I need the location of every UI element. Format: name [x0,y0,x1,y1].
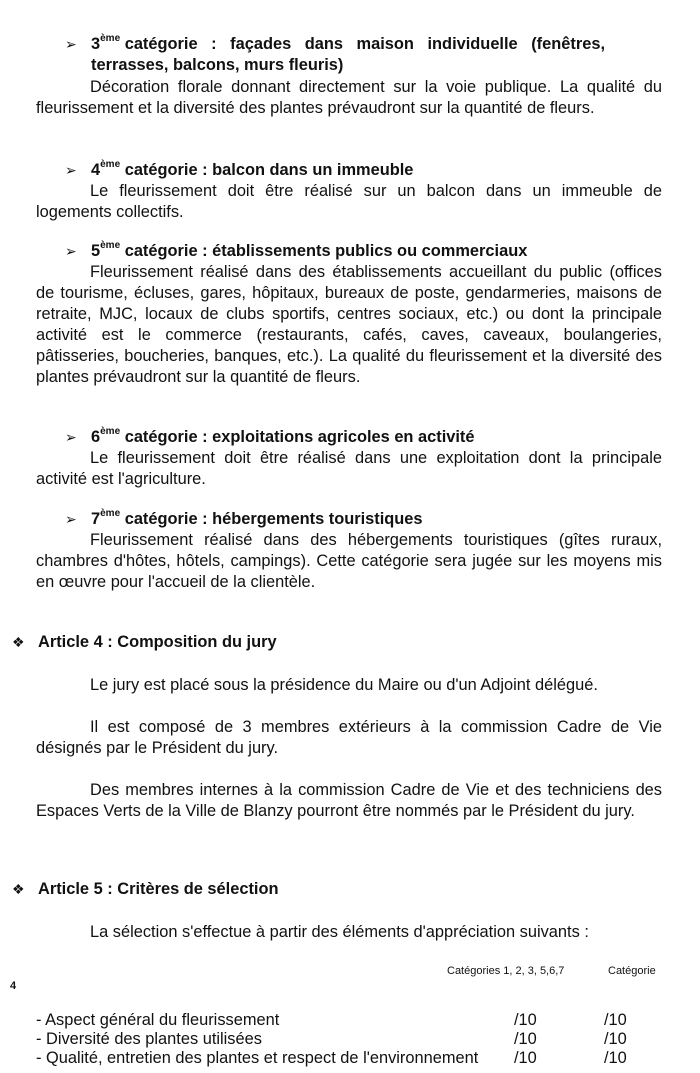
article-title: Article 4 : Composition du jury [38,633,277,651]
category-number: 4 [91,161,101,179]
category-4-description: Le fleurissement doit être réalisé sur un balcon dans un immeuble de logements collectifs. [36,182,662,221]
diamond-bullet-icon: ❖ [12,881,25,897]
article-4-heading [12,632,277,653]
criteria-score-1: /10 [514,1049,537,1067]
category-title: catégorie : façades dans maison individuelle (fenêtres, [124,35,605,53]
criteria-row [36,1029,676,1048]
category-number: 3 [91,35,101,53]
category-7-description: Fleurissement réalisé dans des hébergements touristiques (gîtes ruraux, chambres d'hôtes, hôtels, campings). Cette catégorie sera jugée sur les moyens mis en œuvre pour l'accueil de la clientèle. [36,531,662,591]
arrow-bullet-icon: ➢ [65,36,77,52]
criteria-score-1: /10 [514,1011,537,1029]
criteria-score-2: /10 [604,1049,627,1067]
article-5-heading [12,879,279,900]
criteria-score-2: /10 [604,1030,627,1048]
category-title: catégorie : hébergements touristiques [124,510,423,528]
category-number: 7 [91,510,101,528]
category-number: 5 [91,242,101,260]
column-header-1: Catégories 1, 2, 3, 5,6,7 [447,965,565,977]
column-header-2-wrap: 4 [10,980,17,992]
category-title: catégorie : exploitations agricoles en activité [124,428,475,446]
category-4-heading [65,160,665,181]
article-4-paragraph-2: Il est composé de 3 membres extérieurs à la commission Cadre de Vie désignés par le Président du jury. [36,718,662,757]
category-title-cont: terrasses, balcons, murs fleuris) [91,56,344,74]
category-5-heading [65,241,665,262]
category-suffix: ème [100,507,121,519]
category-suffix: ème [100,32,121,44]
category-title: catégorie : balcon dans un immeuble [124,161,414,179]
category-number: 6 [91,428,101,446]
category-6-description: Le fleurissement doit être réalisé dans une exploitation dont la principale activité est l'agriculture. [36,449,662,488]
category-suffix: ème [100,158,121,170]
category-3-description: Décoration florale donnant directement sur la voie publique. La qualité du fleurissement et la diversité des plantes prévaudront sur la quantité de fleurs. [36,78,662,117]
article-title: Article 5 : Critères de sélection [38,880,279,898]
criteria-row [36,1010,676,1029]
category-3-heading [65,34,665,76]
category-title: catégorie : établissements publics ou commerciaux [124,242,528,260]
criteria-label: - Aspect général du fleurissement [36,1011,280,1029]
arrow-bullet-icon: ➢ [65,162,77,178]
criteria-label: - Diversité des plantes utilisées [36,1030,262,1048]
arrow-bullet-icon: ➢ [65,243,77,259]
article-4-paragraph-3: Des membres internes à la commission Cadre de Vie et des techniciens des Espaces Verts de la Ville de Blanzy pourront être nommés par le Président du jury. [36,781,662,820]
criteria-score-1: /10 [514,1030,537,1048]
article-5-intro: La sélection s'effectue à partir des éléments d'appréciation suivants : [90,923,589,941]
criteria-row [36,1048,676,1067]
criteria-label: - Qualité, entretien des plantes et respect de l'environnement [36,1049,479,1067]
category-5-description: Fleurissement réalisé dans des établissements accueillant du public (offices de tourisme, écluses, gares, hôpitaux, bureaux de poste, gendarmeries, maisons de retraite, MJC, locaux de clubs sportifs, centres sociaux, etc.) ou dont la principale activité est le commerce (restaurants, cafés, caves, caveaux, boulangeries, pâtisseries, boucheries, banques, etc.). La qualité du fleurissement et la diversité des plantes prévaudront sur la quantité de fleurs. [36,263,662,386]
category-6-heading [65,427,665,448]
diamond-bullet-icon: ❖ [12,634,25,650]
category-suffix: ème [100,239,121,251]
category-suffix: ème [100,425,121,437]
column-header-2: Catégorie [608,965,656,977]
arrow-bullet-icon: ➢ [65,429,77,445]
article-4-paragraph-1: Le jury est placé sous la présidence du Maire ou d'un Adjoint délégué. [90,676,598,694]
arrow-bullet-icon: ➢ [65,511,77,527]
category-7-heading [65,509,665,530]
criteria-score-2: /10 [604,1011,627,1029]
